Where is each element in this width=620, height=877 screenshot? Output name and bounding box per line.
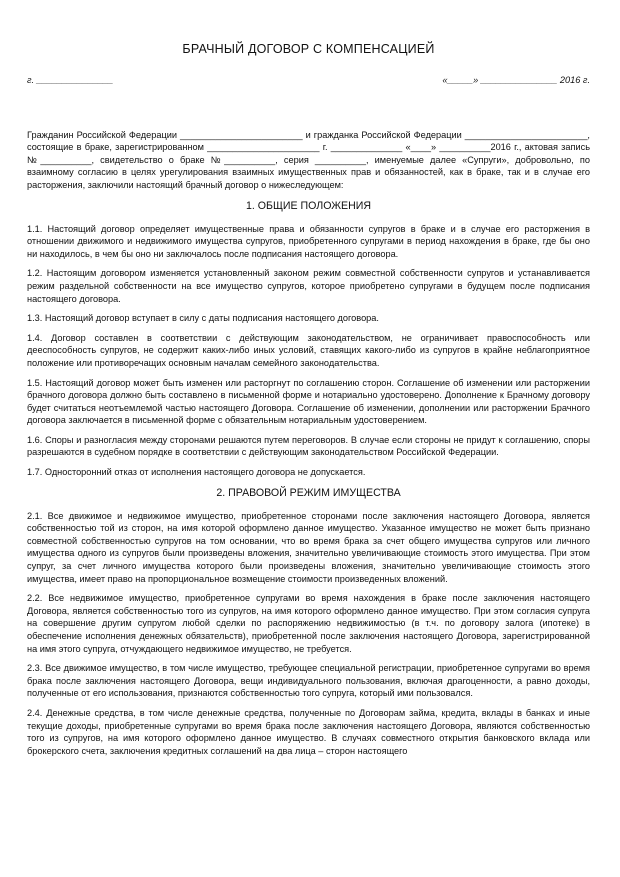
section-heading-property: 2. ПРАВОВОЙ РЕЖИМ ИМУЩЕСТВА <box>216 486 401 499</box>
date-field: «_____» _______________ 2016 г. <box>442 75 590 85</box>
clause-1-5: 1.5. Настоящий договор может быть изменен или расторгнут по соглашению сторон. Соглашение об изменении или расторжении брачного договора должно быть составлено в письменной форме и нотариально удостоверено. Дополнение к Брачному договору будет считаться неотъемлемой частью настоящего Договора. Соглашение об изменении, дополнении или расторжении Брачного договора заключается в письменной форме с обязательным нотариальным удостоверением. <box>27 377 590 426</box>
preamble: Гражданин Российской Федерации ________________________ и гражданка Российской Федерации ________________________, состоящие в браке, зарегистрированном ______________________ г. ______________ «____» __________2016 г., актовая запись №__________, свидетельство о браке №__________, серия __________, именуемые далее «Супруги», добровольно, по взаимному согласию в целях урегулирования взаимных имущественных прав и обязанностей, как в браке, так и в случае его расторжения, заключили настоящий брачный договор о нижеследующем: <box>27 129 590 190</box>
place-date-line <box>27 74 590 87</box>
section-heading-general: 1. ОБЩИЕ ПОЛОЖЕНИЯ <box>246 199 371 212</box>
clause-2-4: 2.4. Денежные средства, в том числе денежные средства, полученные по Договорам займа, кредита, вклады в банках и иные текущие доходы, приобретенные супругами во время брака после заключения настоящего Договора, являются собственностью того из супругов, на имя которого оформлено данное имущество. В случаях совместного открытия банковского вклада или брокерского счета, заключения кредитных соглашений на два лица – сторон настоящего <box>27 707 590 756</box>
clause-1-2: 1.2. Настоящим договором изменяется установленный законом режим совместной собственности супругов и устанавливается режим раздельной собственности на все имущество супругов, которое приобретено супругами в будущем после подписания настоящего договора. <box>27 268 590 304</box>
clause-2-3: 2.3. Все движимое имущество, в том числе имущество, требующее специальной регистрации, приобретенное супругами во время брака после заключения настоящего Договора, вещи индивидуального пользования, включая драгоценности, а равно доходы, полученные от его использования, признаются собственностью того супруга, который ими пользовался. <box>27 663 590 699</box>
clause-1-4: 1.4. Договор составлен в соответствии с действующим законодательством, не ограничивает правоспособность или дееспособность супругов, не содержит каких-либо иных условий, ставящих какого-либо из супругов в крайне неблагоприятное положение или противоречащих основным началам семейного законодательства. <box>27 332 590 368</box>
clause-1-6: 1.6. Споры и разногласия между сторонами решаются путем переговоров. В случае если стороны не придут к соглашению, споры разрешаются в судебном порядке в соответствии с действующим законодательством Российской Федерации. <box>27 434 590 458</box>
clause-2-1: 2.1. Все движимое и недвижимое имущество, приобретенное сторонами после заключения настоящего Договора, является собственностью той из сторон, на имя которой оформлено данное имущество. Указанное имущество не может быть признано совместной собственностью супругов на том основании, что во время брака за счет общего имущества супругов или личного имущества одного из супругов были произведены вложения, значительно увеличивающие стоимость этого имущества. При этом супруг, за счет личного имущества которого были произведены вложения, значительно увеличивающие стоимость этого имущества, имеет право на пропорциональное возмещение стоимости произведенных вложений. <box>27 510 590 584</box>
clause-1-1: 1.1. Настоящий договор определяет имущественные права и обязанности супругов в браке и в случае его расторжения в отношении движимого и недвижимого имущества супругов, приобретенного супругами в период нахождения в браке, где бы оно ни находилось, в чем бы оно ни заключалось после подписания настоящего договора. <box>27 223 590 259</box>
clause-1-3: 1.3. Настоящий договор вступает в силу с даты подписания настоящего договора. <box>27 313 379 324</box>
clause-1-7: 1.7. Односторонний отказ от исполнения настоящего договора не допускается. <box>27 467 366 478</box>
clause-2-2: 2.2. Все недвижимое имущество, приобретенное супругами во время нахождения в браке после заключения настоящего Договора, является собственностью того из супругов, на имя которого оформлено данное имущество. При этом согласия супруга на совершение другим супругом любой сделки по распоряжению недвижимостью (в т.ч. по договору залога (ипотеке) в обеспечение исполнения денежных обязательств), приобретенной после заключения настоящего Договора, зарегистрированной на имя этого супруга, отчуждающего недвижимое имущество, не требуется. <box>27 593 590 654</box>
document-title: БРАЧНЫЙ ДОГОВОР С КОМПЕНСАЦИЕЙ <box>182 42 435 56</box>
place-field: г. _______________ <box>27 75 114 85</box>
